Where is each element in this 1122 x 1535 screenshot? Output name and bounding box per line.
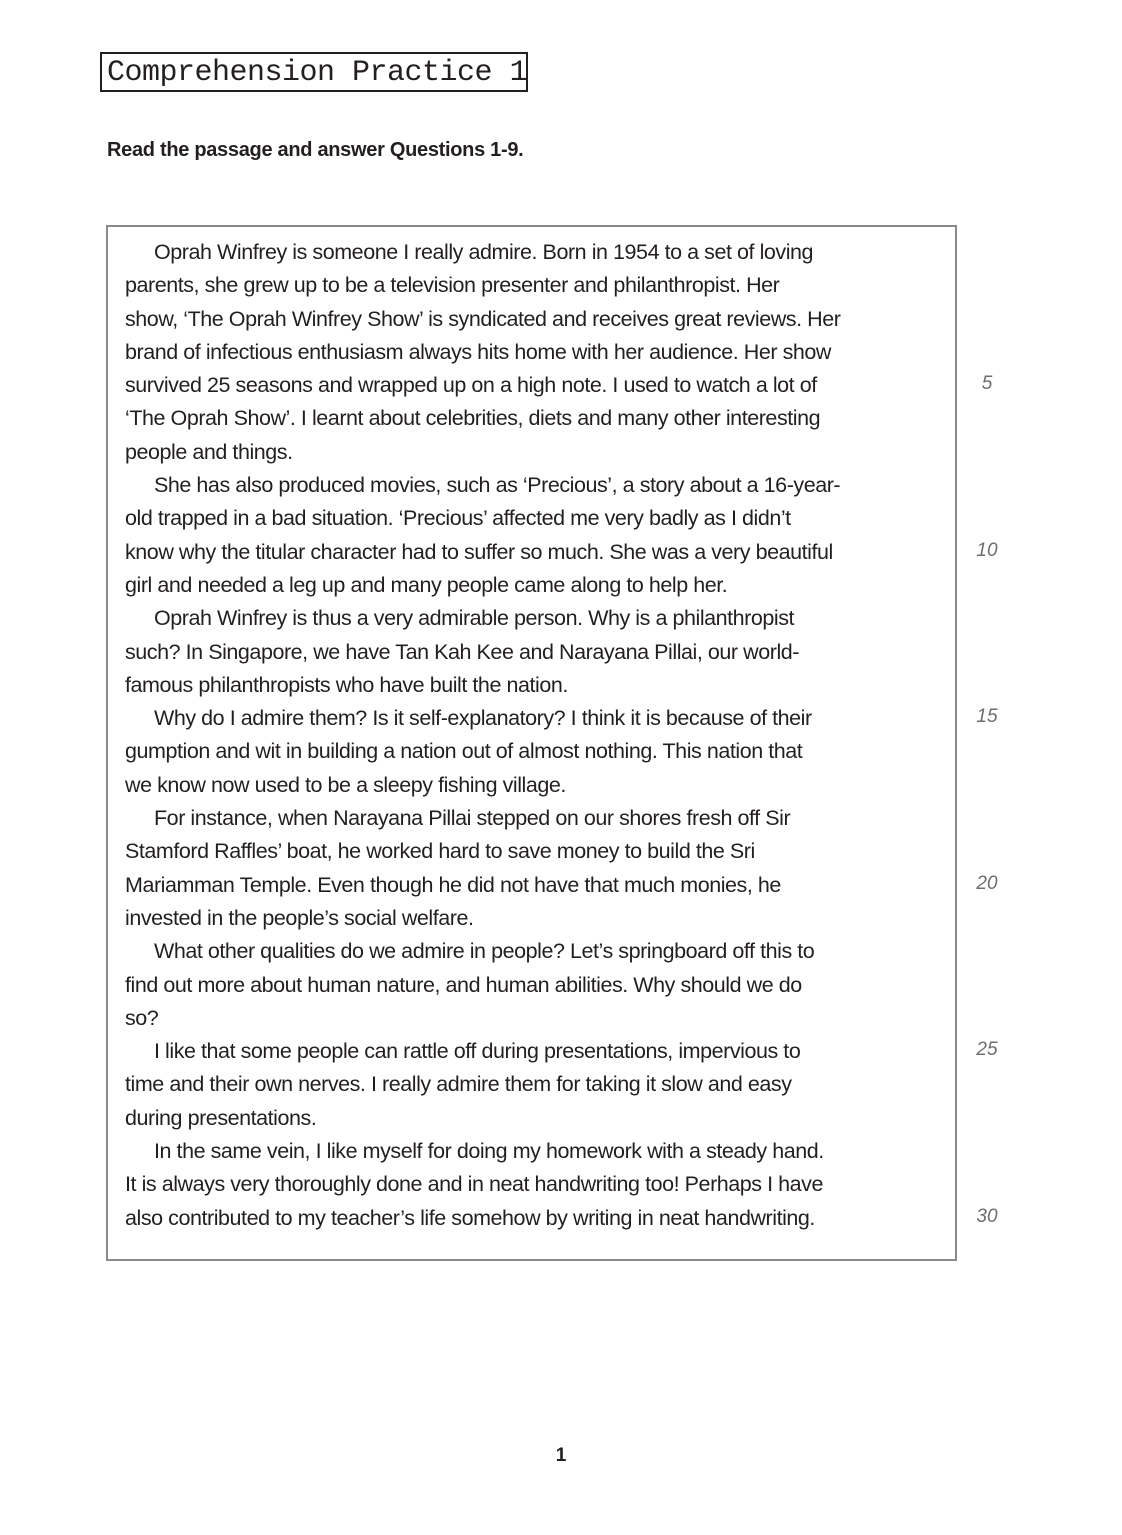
passage-text [125, 236, 840, 1235]
page-number: 1 [555, 1445, 567, 1466]
passage-line: time and their own nerves. I really admire them for taking it slow and easy [125, 1072, 792, 1097]
passage-line: Oprah Winfrey is someone I really admire. Born in 1954 to a set of loving [154, 240, 814, 264]
passage-line: gumption and wit in building a nation out of almost nothing. This nation that [125, 739, 803, 764]
passage-line: Oprah Winfrey is thus a very admirable person. Why is a philanthropist [154, 606, 795, 631]
passage-line: Stamford Raffles’ boat, he worked hard to save money to build the Sri [125, 839, 755, 864]
line-number: 5 [981, 373, 993, 395]
passage-line: girl and needed a leg up and many people came along to help her. [125, 572, 728, 597]
passage-line: we know now used to be a sleepy fishing village. [125, 772, 566, 797]
passage-line: know why the titular character had to suffer so much. She was a very beautiful [125, 539, 833, 564]
passage-line: parents, she grew up to be a television presenter and philanthropist. Her [125, 273, 780, 298]
passage-line: old trapped in a bad situation. ‘Precious’ affected me very badly as I didn’t [125, 506, 791, 531]
page-title: Comprehension Practice 1 [100, 52, 528, 92]
passage-line: during presentations. [125, 1105, 317, 1130]
passage-line: I like that some people can rattle off during presentations, impervious to [154, 1039, 801, 1064]
passage-line: Mariamman Temple. Even though he did not have that much monies, he [125, 872, 781, 897]
passage-line: also contributed to my teacher’s life somehow by writing in neat handwriting. [125, 1205, 815, 1230]
passage-line: so? [125, 1005, 159, 1030]
line-number: 20 [976, 872, 998, 894]
passage-line: ‘The Oprah Show’. I learnt about celebrities, diets and many other interesting [125, 406, 821, 431]
passage-line: Why do I admire them? Is it self-explanatory? I think it is because of their [154, 706, 812, 731]
line-number: 15 [976, 706, 998, 728]
passage-line: invested in the people’s social welfare. [125, 905, 474, 930]
passage-line: In the same vein, I like myself for doing my homework with a steady hand. [154, 1139, 824, 1164]
passage-line: people and things. [125, 439, 293, 464]
line-number: 10 [976, 539, 998, 561]
passage-line: She has also produced movies, such as ‘Precious’, a story about a 16-year- [154, 473, 841, 498]
passage-line: brand of infectious enthusiasm always hits home with her audience. Her show [125, 339, 831, 364]
passage-line: show, ‘The Oprah Winfrey Show’ is syndicated and receives great reviews. Her [125, 306, 841, 331]
passage-line: What other qualities do we admire in people? Let’s springboard off this to [154, 939, 815, 964]
passage-line: For instance, when Narayana Pillai stepped on our shores fresh off Sir [154, 806, 791, 831]
line-number: 30 [976, 1205, 998, 1227]
line-number: 25 [976, 1039, 998, 1061]
passage-line: such? In Singapore, we have Tan Kah Kee and Narayana Pillai, our world- [125, 639, 800, 664]
passage-line: famous philanthropists who have built the nation. [125, 672, 568, 697]
passage-line: It is always very thoroughly done and in neat handwriting too! Perhaps I have [125, 1172, 823, 1197]
passage-line: survived 25 seasons and wrapped up on a high note. I used to watch a lot of [125, 373, 817, 398]
passage-line: find out more about human nature, and human abilities. Why should we do [125, 972, 802, 997]
instruction: Read the passage and answer Questions 1-9. [107, 139, 524, 161]
